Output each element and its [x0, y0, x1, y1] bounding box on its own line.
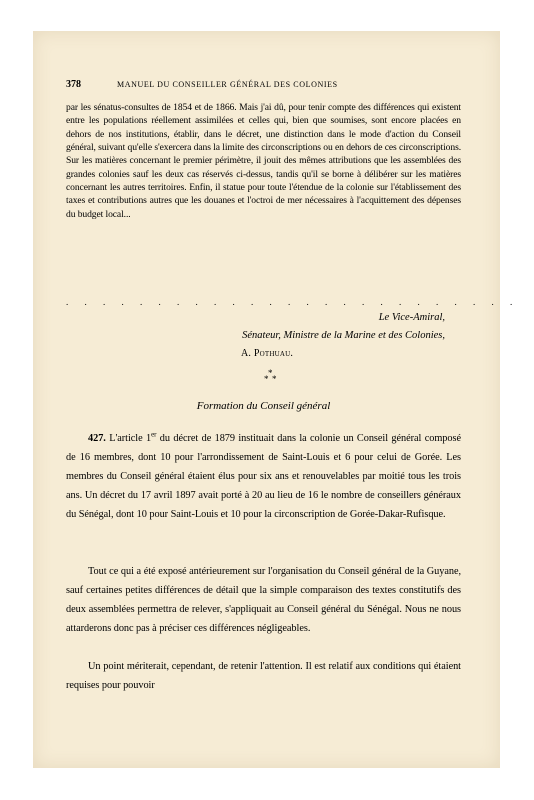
section-title: Formation du Conseil général — [196, 400, 331, 412]
paragraph-2: Tout ce qui a été exposé antérieurement sur l'organisation du Conseil général de la Guyane, sauf certaines petites différences de détail que la simple comparaison des textes constitutifs des deux assemblées permettra de relever, s'appliquait au Conseil général du Sénégal. Nous ne nous attarderons donc pas à préciser ces différences négligeables. — [66, 566, 461, 634]
intro-paragraph: par les sénatus-consultes de 1854 et de 1866. Mais j'ai dû, pour tenir compte des différences qui existent entre les populations réellement assimilées et celles qui, bien que soumises, sont encore placées en dehors de nos institutions, établir, dans le décret, une distinction dans le mode d'action du Conseil général, suivant qu'elle s'exercera dans la limite des circonscriptions ou en dehors de ces circonscriptions. Sur les matières concernant le premier périmètre, il jouit des mêmes attributions que les assemblées des grandes colonies sauf les deux cas réservés ci-dessus, tandis qu'il se borne à délibérer sur les matières concernant les autres territoires. Enfin, il statue pour toute l'étendue de la colonie sur l'établissement des taxes et contributions autres que les douanes et l'octroi de mer nécessaires à l'acquittement des dépenses du budget local... — [66, 102, 461, 220]
paragraph-number: 427. — [88, 433, 106, 444]
ellipsis-dots: . . . . . . . . . . . . . . . . . . . . . . . . . — [66, 297, 520, 307]
asterisk-right: * — [272, 374, 277, 384]
page-number: 378 — [66, 79, 81, 90]
paragraph-3: Un point mériterait, cependant, de retenir l'attention. Il est relatif aux conditions qui étaient requises pour pouvoir — [66, 661, 461, 691]
paragraph-427-text-b: du décret de 1879 instituait dans la colonie un Conseil général composé de 16 membres, dont 10 pour l'arrondissement de Saint-Louis et 6 pour celui de Gorée. Les membres du Conseil général étaient élus pour six ans et renouvelables par moitié tous les trois ans. Un décret du 17 avril 1897 avait porté à 20 au lieu de 16 le nombre de conseillers généraux du Sénégal, dont 10 pour Saint-Louis et 10 pour la circonscription de Gorée-Dakar-Rufisque. — [66, 433, 461, 520]
asterisk-left: * — [264, 374, 269, 384]
paragraph-427 — [66, 429, 461, 524]
superscript-er: er — [151, 430, 157, 439]
asterism — [264, 368, 278, 388]
paragraph-427-text-a: L'article 1 — [105, 433, 152, 444]
signature-line-2: Sénateur, Ministre de la Marine et des Colonies, — [242, 330, 445, 341]
signature-line-1: Le Vice-Amiral, — [378, 312, 445, 323]
signature-name: A. Pothuau. — [241, 348, 294, 359]
asterisk-top: * — [268, 368, 273, 378]
running-title: MANUEL DU CONSEILLER GÉNÉRAL DES COLONIES — [117, 80, 338, 89]
running-header — [66, 79, 461, 91]
